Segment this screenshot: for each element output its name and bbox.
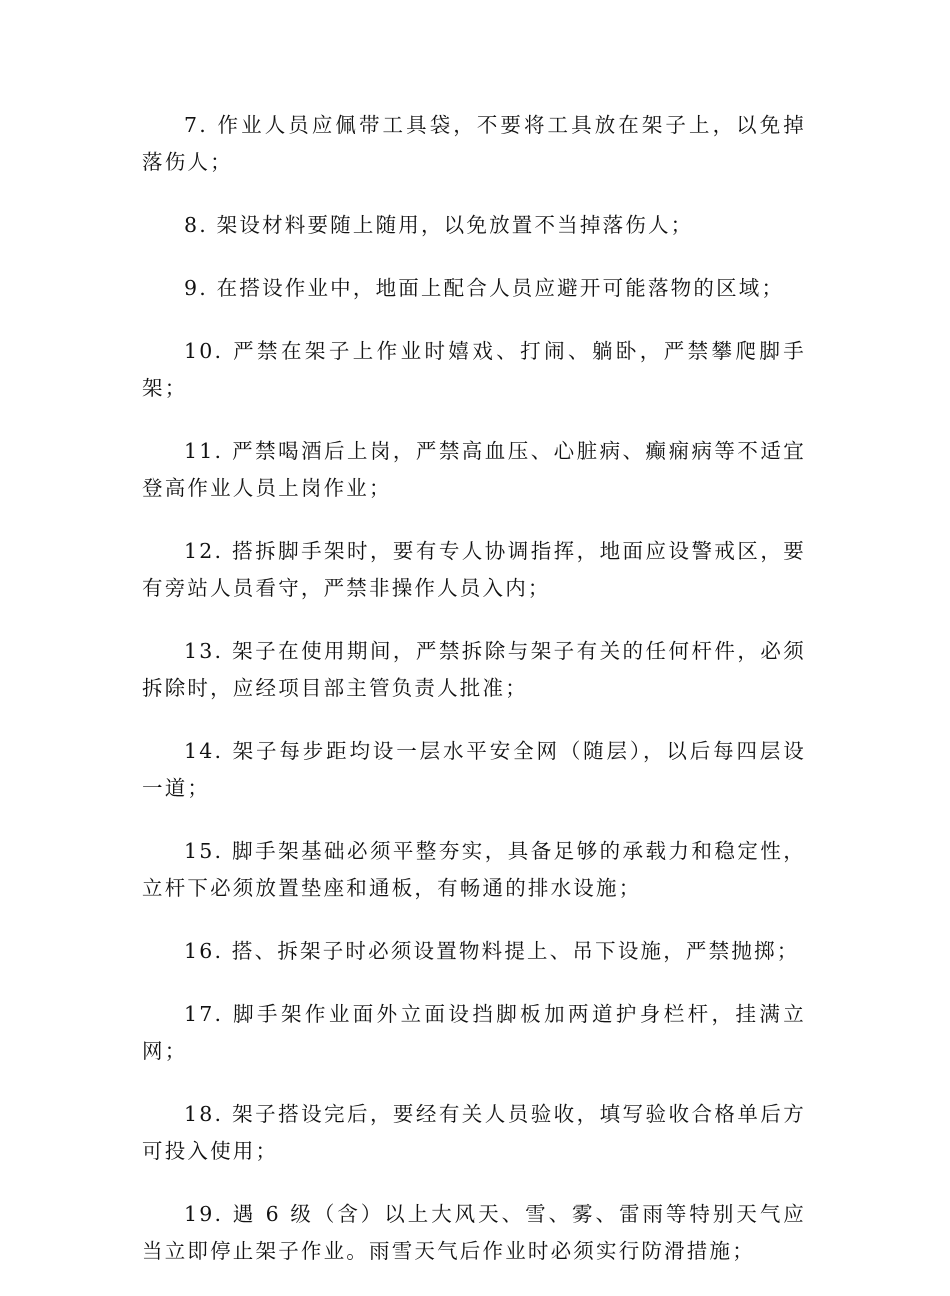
paragraph-item-13: 13. 架子在使用期间，严禁拆除与架子有关的任何杆件，必须拆除时，应经项目部主管负责人批准； xyxy=(142,639,806,700)
paragraph-item-18: 18. 架子搭设完后，要经有关人员验收，填写验收合格单后方可投入使用； xyxy=(142,1102,806,1163)
paragraph-item-12: 12. 搭拆脚手架时，要有专人协调指挥，地面应设警戒区，要有旁站人员看守，严禁非操作人员入内； xyxy=(142,539,806,600)
paragraph-item-19: 19. 遇 6 级（含）以上大风天、雪、雾、雷雨等特别天气应当立即停止架子作业。雨雪天气后作业时必须实行防滑措施； xyxy=(142,1202,806,1263)
document-body xyxy=(142,107,806,1296)
paragraph-item-15: 15. 脚手架基础必须平整夯实，具备足够的承载力和稳定性，立杆下必须放置垫座和通板，有畅通的排水设施； xyxy=(142,839,806,900)
paragraph-item-11: 11. 严禁喝酒后上岗，严禁高血压、心脏病、癫痫病等不适宜登高作业人员上岗作业； xyxy=(142,439,806,500)
paragraph-item-8: 8. 架设材料要随上随用，以免放置不当掉落伤人； xyxy=(184,213,694,237)
paragraph-item-16: 16. 搭、拆架子时必须设置物料提上、吊下设施，严禁抛掷； xyxy=(184,939,800,963)
paragraph-item-17: 17. 脚手架作业面外立面设挡脚板加两道护身栏杆，挂满立网； xyxy=(142,1002,806,1063)
paragraph-item-14: 14. 架子每步距均设一层水平安全网（随层），以后每四层设一道； xyxy=(142,739,806,800)
paragraph-item-7: 7. 作业人员应佩带工具袋，不要将工具放在架子上，以免掉落伤人； xyxy=(142,113,806,174)
paragraph-item-10: 10. 严禁在架子上作业时嬉戏、打闹、躺卧，严禁攀爬脚手架； xyxy=(142,339,806,400)
paragraph-item-9: 9. 在搭设作业中，地面上配合人员应避开可能落物的区域； xyxy=(184,276,785,300)
